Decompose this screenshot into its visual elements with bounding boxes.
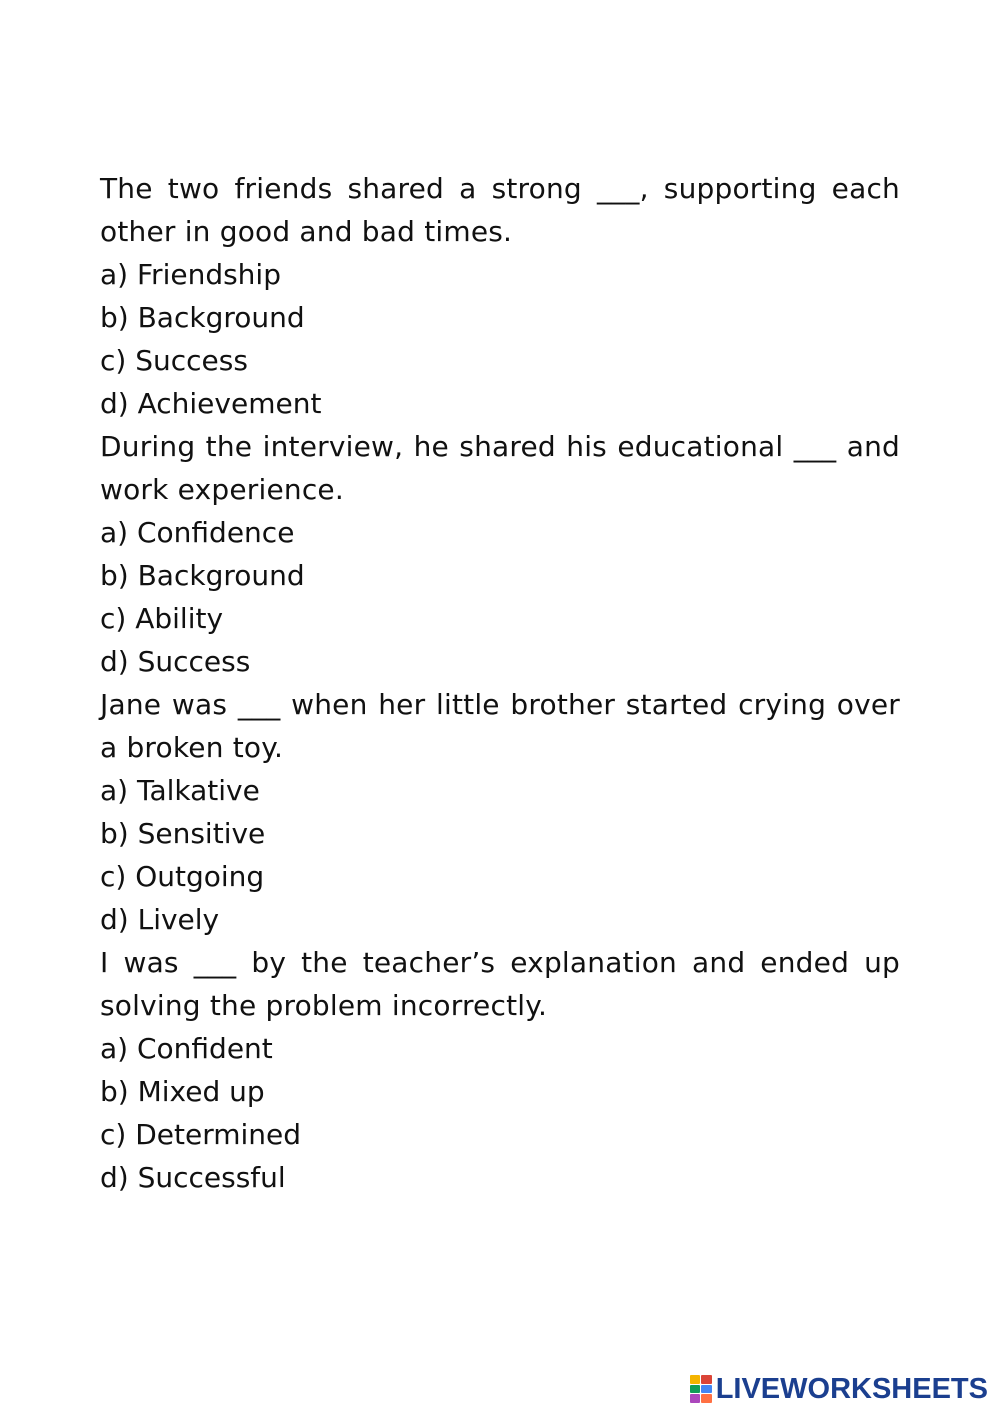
answer-option[interactable]: b) Mixed up: [100, 1075, 265, 1108]
question-block-1: [100, 167, 900, 425]
worksheet-content: [100, 167, 900, 1199]
answer-option[interactable]: a) Confident: [100, 1032, 273, 1065]
question-text: The two friends shared a strong ___, supporting each other in good and bad times.: [100, 172, 900, 248]
liveworksheets-logo: [690, 1372, 988, 1406]
question-block-2: [100, 425, 900, 683]
question-block-4: [100, 941, 900, 1199]
answer-option[interactable]: c) Ability: [100, 602, 224, 635]
liveworksheets-logo-icon: [690, 1375, 712, 1403]
answer-option[interactable]: b) Background: [100, 559, 305, 592]
liveworksheets-logo-text: LIVEWORKSHEETS: [715, 1372, 988, 1405]
answer-option[interactable]: d) Achievement: [100, 387, 322, 420]
answer-option[interactable]: b) Sensitive: [100, 817, 266, 850]
answer-option[interactable]: a) Confidence: [100, 516, 295, 549]
answer-option[interactable]: d) Lively: [100, 903, 220, 936]
answer-option[interactable]: a) Talkative: [100, 774, 260, 807]
answer-option[interactable]: a) Friendship: [100, 258, 281, 291]
answer-option[interactable]: c) Outgoing: [100, 860, 265, 893]
answer-option[interactable]: b) Background: [100, 301, 305, 334]
question-text: Jane was ___ when her little brother started crying over a broken toy.: [100, 688, 900, 764]
answer-option[interactable]: d) Successful: [100, 1161, 286, 1194]
question-block-3: [100, 683, 900, 941]
question-text: During the interview, he shared his educational ___ and work experience.: [100, 430, 900, 506]
answer-option[interactable]: c) Determined: [100, 1118, 302, 1151]
answer-option[interactable]: d) Success: [100, 645, 251, 678]
question-text: I was ___ by the teacher’s explanation and ended up solving the problem incorrectly.: [100, 946, 900, 1022]
answer-option[interactable]: c) Success: [100, 344, 248, 377]
